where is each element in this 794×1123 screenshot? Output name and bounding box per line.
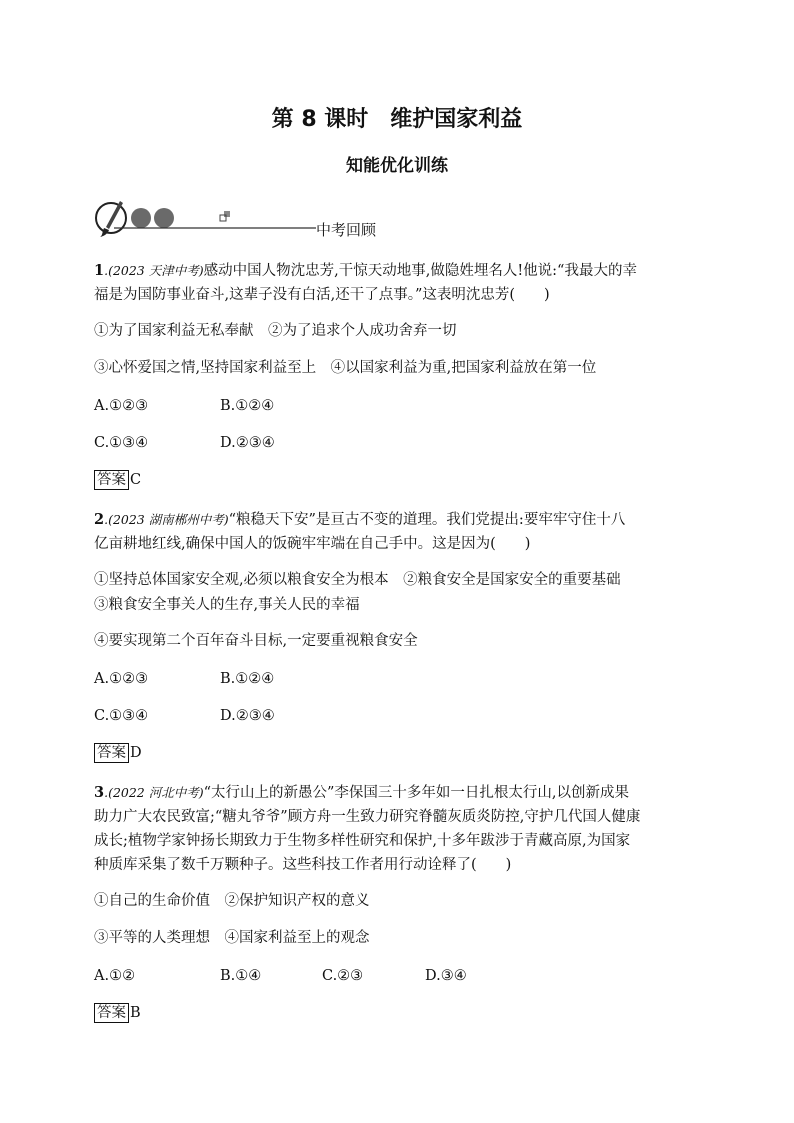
option-d: D.③④ — [425, 968, 467, 984]
answer-label: 答案 — [94, 470, 129, 490]
question-source: .(2023 湖南郴州中考) — [104, 512, 229, 527]
answer-label: 答案 — [94, 1003, 129, 1023]
question-1 — [94, 259, 704, 307]
question-text: 成长;植物学家钟扬长期致力于生物多样性研究和保护,十多年跋涉于青藏高原,为国家 — [94, 833, 631, 849]
question-source: .(2023 天津中考) — [104, 263, 204, 278]
option-d: D.②③④ — [220, 435, 275, 451]
answer-row — [94, 743, 142, 763]
option-b: B.①②④ — [220, 398, 275, 414]
option-c: C.①③④ — [94, 708, 149, 724]
statement: ①坚持总体国家安全观,必须以粮食安全为根本 ②粮食安全是国家安全的重要基础 — [94, 572, 621, 588]
option-a: A.①②③ — [94, 398, 149, 414]
question-3 — [94, 781, 704, 877]
option-d: D.②③④ — [220, 708, 275, 724]
question-text: 感动中国人物沈忠芳,干惊天动地事,做隐姓埋名人!他说:“我最大的幸 — [203, 263, 637, 279]
statement: ④要实现第二个百年奋斗目标,一定要重视粮食安全 — [94, 633, 418, 649]
question-text: 亿亩耕地红线,确保中国人的饭碗牢牢端在自己手中。这是因为( ) — [94, 536, 531, 552]
brush-icon — [106, 201, 123, 229]
option-b: B.①②④ — [220, 671, 275, 687]
question-number: 2 — [94, 511, 105, 528]
answer-label: 答案 — [94, 743, 129, 763]
question-number: 1 — [94, 262, 105, 279]
answer-row — [94, 1003, 141, 1023]
question-number: 3 — [94, 784, 105, 801]
option-a: A.①② — [94, 968, 136, 984]
page-title: 第 8 课时 维护国家利益 — [271, 107, 523, 132]
statement: ①为了国家利益无私奉献 ②为了追求个人成功舍弃一切 — [94, 323, 457, 339]
statement: ①自己的生命价值 ②保护知识产权的意义 — [94, 893, 370, 909]
page-subtitle: 知能优化训练 — [346, 156, 448, 176]
option-c: C.①③④ — [94, 435, 149, 451]
option-b: B.①④ — [220, 968, 262, 984]
question-text: 福是为国防事业奋斗,这辈子没有白活,还干了点事。”这表明沈忠芳( ) — [94, 287, 550, 303]
option-a: A.①②③ — [94, 671, 149, 687]
question-2 — [94, 508, 704, 556]
section-label: 中考回顾 — [316, 221, 377, 239]
question-text: “太行山上的新愚公”李保国三十多年如一日扎根太行山,以创新成果 — [203, 785, 630, 801]
section-banner-graphic — [94, 197, 434, 243]
answer-row — [94, 470, 141, 490]
answer-value: C — [130, 472, 142, 488]
statement: ③平等的人类理想 ④国家利益至上的观念 — [94, 930, 370, 946]
question-source: .(2022 河北中考) — [104, 785, 204, 800]
answer-value: B — [130, 1005, 141, 1021]
option-c: C.②③ — [322, 968, 364, 984]
question-text: “粮稳天下安”是亘古不变的道理。我们党提出:要牢牢守住十八 — [228, 512, 626, 528]
answer-value: D — [130, 745, 142, 761]
question-text: 助力广大农民致富;“糖丸爷爷”顾方舟一生致力研究脊髓灰质炎防控,守护几代国人健康 — [94, 809, 641, 825]
question-text: 种质库采集了数千万颗种子。这些科技工作者用行动诠释了( ) — [94, 857, 512, 873]
statement: ③心怀爱国之情,坚持国家利益至上 ④以国家利益为重,把国家利益放在第一位 — [94, 360, 597, 376]
statement: ③粮食安全事关人的生存,事关人民的幸福 — [94, 597, 360, 613]
